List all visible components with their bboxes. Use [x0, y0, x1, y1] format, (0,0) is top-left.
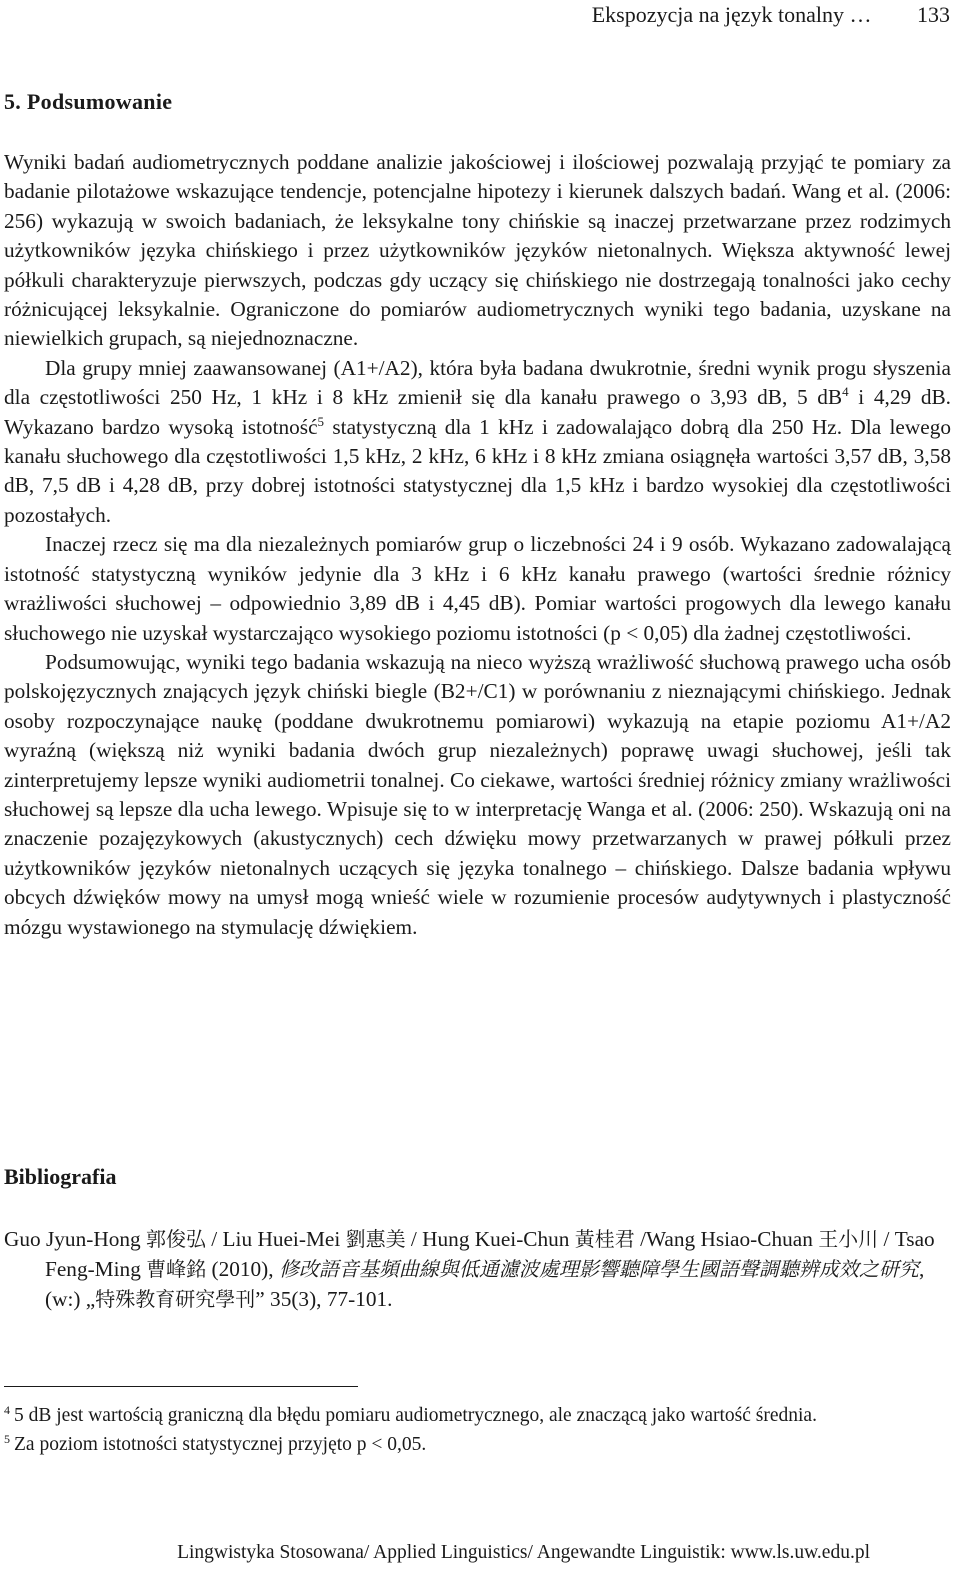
paragraph-4: Podsumowując, wyniki tego badania wskazują na nieco wyższą wrażliwość słuchową prawego ucha osób polskojęzycznych znających język chiński biegle (B2+/C1) w porównaniu z nieznającymi chińskiego. Jednak osoby rozpoczynające naukę (poddane dwukrotnemu pomiarowi) wykazują na etapie poziomu A1+/A2 wyraźną (większą niż wyniki badania dwóch grup niezależnych) poprawę uwagi słuchowej, jeśli tak zinterpretujemy lepsze wyniki audiometrii tonalnej. Co ciekawe, wartości średniej różnicy zmiany wrażliwości słuchowej są lepsze dla ucha lewego. Wpisuje się to w interpretację Wanga et al. (2006: 250). Wskazują oni na znaczenie pozajęzykowych (akustycznych) cech dźwięku mowy przetwarzanych w prawej półkuli przez użytkowników języków nietonalnych uczących się języka tonalnego – chińskiego. Dalsze badania wpływu obcych dźwięków mowy na umysł mogą wnieść wiele w rozumienie procesów audytywnych i plastyczność mózgu wystawionego na stymulację dźwiękiem.: [4, 649, 951, 939]
footnote-4: $^4$ 5 dB jest wartością graniczną dla błędu pomiaru audiometrycznego, ale znaczącą jako wartość średnia.: [4, 1403, 817, 1426]
footnote-5: $^5$ Za poziom istotności statystycznej przyjęto p < 0,05.: [4, 1432, 427, 1455]
running-footer: Lingwistyka Stosowana/ Applied Linguistics/ Angewandte Linguistik: www.ls.uw.edu.pl: [177, 1542, 870, 1563]
running-header-title: Ekspozycja na język tonalny …: [591, 2, 872, 27]
footnote-ref-5[interactable]: 5: [317, 413, 325, 429]
footnotes: [4, 1403, 951, 1461]
page-number: 133: [917, 2, 950, 27]
section-body: [4, 148, 951, 942]
paragraph-2: Dla grupy mniej zaawansowanej (A1+/A2), która była badana dwukrotnie, średni wynik progu słyszenia dla częstotliwości 250 Hz, 1 kHz i 8 kHz zmienił się dla kanału prawego o 3,93 dB, 5 $dB^4$ i 4,29 dB. Wykazano bardzo wysoką istotność$^5$ statystyczną dla 1 kHz i zadowalająco dobrą dla 250 Hz. Dla lewego kanału słuchowego dla częstotliwości 1,5 kHz, 2 kHz, 6 kHz i 8 kHz zmiana osiągnęła wartości 3,57 dB, 3,58 dB, 7,5 dB i 4,28 dB, przy dobrej istotności statystycznej dla 1,5 kHz i bardzo wysokiej dla częstotliwości pozostałych.: [4, 355, 951, 527]
section-heading: 5. Podsumowanie: [4, 89, 173, 114]
running-header: [592, 2, 950, 28]
paragraph-1: Wyniki badań audiometrycznych poddane analizie jakościowej i ilościowej pozwalają przyjąć te pomiary za badanie pilotażowe wskazujące tendencje, potencjalne hipotezy i kierunek dalszych badań. Wang et al. (2006: 256) wykazują w swoich badaniach, że leksykalne tony chińskie są inaczej przetwarzane przez rodzimych użytkowników języka chińskiego i przez użytkowników języków nietonalnych. Większa aktywność lewej półkuli charakteryzuje pierwszych, podczas gdy uczący się chińskiego nie dostrzegają tonalności jako cechy różnicującej leksykalnie. Ograniczone do pomiarów audiometrycznych wyniki tego badania, uzyskane na niewielkich grupach, są niejednoznaczne.: [4, 150, 951, 351]
bibliography-title: 修改語音基頻曲線與低通濾波處理影響聽障學生國語聲調聽辨成效之研究: [278, 1257, 919, 1281]
footnote-divider: [4, 1386, 358, 1387]
footnote-ref-4[interactable]: 4: [842, 384, 849, 400]
paragraph-3: Inaczej rzecz się ma dla niezależnych pomiarów grup o liczebności 24 i 9 osób. Wykazano zadowalającą istotność statystyczną wyników jedynie dla 3 kHz i 6 kHz kanału prawego (wartości średnie różnicy wrażliwości słuchowej – odpowiednio 3,89 dB i 4,45 dB). Pomiar wartości progowych dla lewego kanału słuchowego nie uzyskał wystarczająco wysokiego poziomu istotności (p < 0,05) dla żadnej częstotliwości.: [4, 532, 951, 645]
bibliography-journal: 特殊教育研究學刊: [95, 1287, 256, 1311]
bibliography-list: [4, 1224, 951, 1314]
bibliography-heading: Bibliografia: [4, 1164, 117, 1189]
bibliography-entry: Guo Jyun-Hong 郭俊弘 / Liu Huei-Mei 劉惠美 / Hung Kuei-Chun 黃桂君 /Wang Hsiao-Chuan 王小川 / Tsao Feng-Ming 曹峰銘 (2010), 修改語音基頻曲線與低通濾波處理影響聽障學生國語聲調聽辨成效之研究, (w:) „特殊教育研究學刊” 35(3), 77-101.: [4, 1227, 935, 1311]
